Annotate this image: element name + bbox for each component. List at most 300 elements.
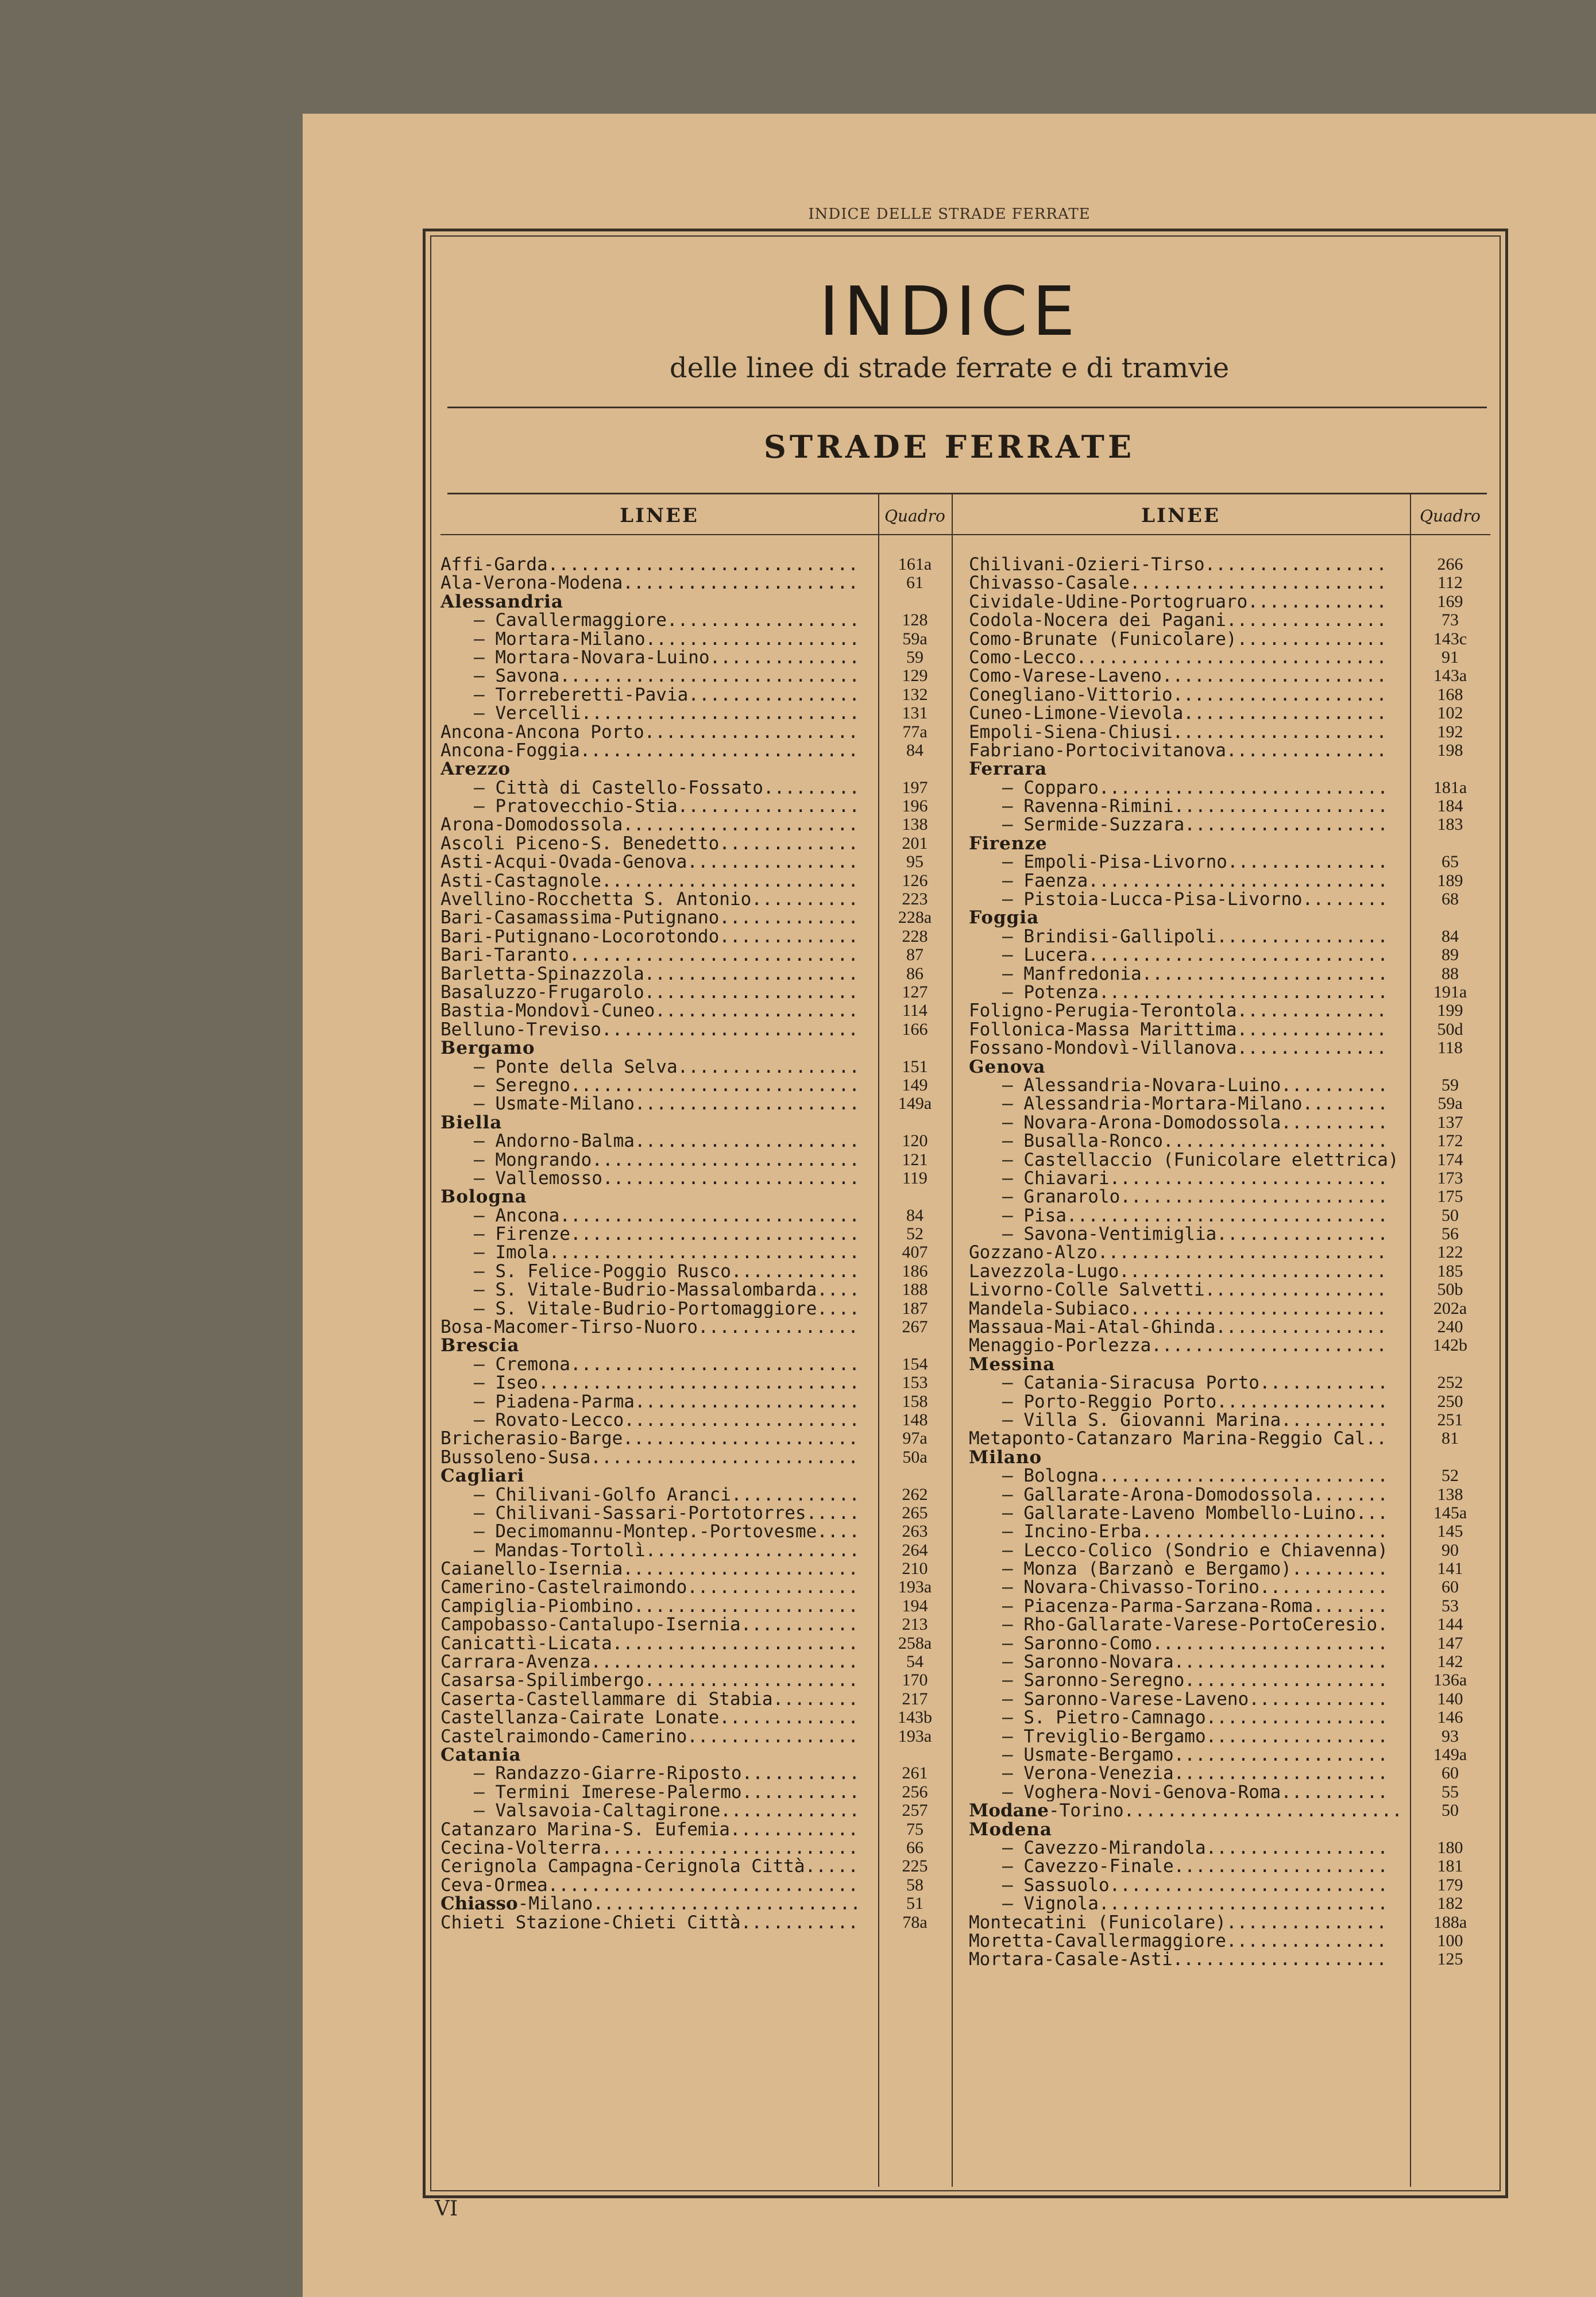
index-entry (440, 1132, 952, 1150)
index-entry (440, 1486, 952, 1504)
quadro-number: 149a (898, 1094, 932, 1113)
entry-name: — Alessandria-Mortara-Milano........ (1002, 1095, 1388, 1113)
index-entry (440, 1634, 952, 1653)
quadro-number: 77a (902, 722, 928, 741)
entry-name: Alessandria (440, 592, 563, 612)
index-entry (440, 1504, 952, 1522)
entry-name: Asti-Castagnole........................ (440, 871, 859, 891)
index-entry (969, 1634, 1490, 1653)
entry-name: Chieti Stazione-Chieti Città........... (440, 1913, 859, 1932)
entry-name: Mortara-Casale-Asti.................... (969, 1950, 1387, 1969)
index-entry (969, 1411, 1490, 1429)
entry-name: — Gallarate-Laveno Mombello-Luino... (1002, 1503, 1388, 1523)
quadro-number: 258a (898, 1633, 932, 1653)
quadro-number: 100 (1437, 1931, 1463, 1950)
index-entry (969, 1894, 1490, 1913)
quadro-number: 263 (902, 1522, 928, 1541)
index-entry (969, 1429, 1490, 1448)
entry-name: — Faenza............................ (1002, 871, 1388, 891)
index-entry (969, 1355, 1490, 1374)
index-entry (969, 1020, 1490, 1039)
right-index-column (969, 555, 1490, 1969)
index-entry (440, 853, 952, 871)
index-entry (969, 1095, 1490, 1113)
entry-name: — Mortara-Milano.................... (474, 629, 860, 648)
quadro-number: 126 (902, 871, 928, 890)
left-header-rule (440, 534, 878, 535)
entry-name: Bussoleno-Susa......................... (440, 1448, 859, 1467)
quadro-number: 50d (1437, 1019, 1463, 1039)
entry-name: — Bologna........................... (1002, 1467, 1388, 1486)
quadro-number: 169 (1437, 591, 1463, 611)
entry-name: Cagliari (440, 1467, 525, 1486)
entry-name: Bricherasio-Barge...................... (440, 1429, 859, 1448)
quadro-number: 251 (1437, 1410, 1463, 1429)
index-entry (969, 1857, 1490, 1876)
quadro-number: 51 (906, 1894, 923, 1913)
entry-name: — Firenze........................... (474, 1225, 860, 1244)
index-entry (440, 1095, 952, 1113)
index-entry (440, 1393, 952, 1411)
index-entry (969, 890, 1490, 908)
left-quadro-header: Quadro (884, 506, 945, 525)
index-entry (969, 1932, 1490, 1950)
index-entry (440, 1597, 952, 1615)
quadro-number: 84 (906, 740, 923, 760)
quadro-number: 161a (898, 555, 932, 574)
entry-name: — Città di Castello-Fossato......... (474, 778, 860, 798)
quadro-number: 149 (902, 1075, 928, 1095)
index-entry (969, 555, 1490, 574)
index-entry (969, 1541, 1490, 1560)
index-entry (440, 797, 952, 815)
entry-name: — Randazzo-Giarre-Riposto........... (474, 1764, 860, 1783)
quadro-number: 60 (1442, 1764, 1459, 1783)
entry-name: — Villa S. Giovanni Marina.......... (1002, 1410, 1388, 1430)
quadro-number: 142b (1433, 1336, 1467, 1355)
quadro-number: 201 (902, 833, 928, 853)
entry-name: — Cavallermaggiore.................. (474, 611, 860, 630)
running-head: INDICE DELLE STRADE FERRATE (808, 206, 1091, 223)
index-entry (440, 1429, 952, 1448)
entry-name: Campobasso-Cantalupo-Isernia........... (440, 1615, 859, 1634)
index-entry (969, 1522, 1490, 1541)
quadro-number: 265 (902, 1503, 928, 1522)
entry-name: — Porto-Reggio Porto................ (1002, 1392, 1388, 1411)
index-entry (440, 1113, 952, 1132)
quadro-number: 125 (1437, 1950, 1463, 1969)
index-entry (969, 1671, 1490, 1689)
entry-name: — Andorno-Balma..................... (474, 1132, 860, 1151)
index-entry (969, 1820, 1490, 1839)
index-entry (969, 1708, 1490, 1727)
entry-name: Gozzano-Alzo........................... (969, 1243, 1387, 1262)
entry-name: Follonica-Massa Marittima.............. (969, 1020, 1387, 1039)
index-entry (440, 1039, 952, 1057)
quadro-number: 59a (1437, 1094, 1463, 1113)
quadro-number: 102 (1437, 703, 1463, 723)
quadro-number: 170 (902, 1670, 928, 1690)
quadro-number: 112 (1437, 573, 1463, 593)
index-entry (969, 1467, 1490, 1485)
quadro-number: 66 (906, 1838, 923, 1857)
entry-name: — Monza (Barzanò e Bergamo)......... (1002, 1560, 1388, 1579)
entry-name: Menaggio-Porlezza...................... (969, 1336, 1387, 1355)
quadro-number: 174 (1437, 1150, 1463, 1169)
entry-name: Modane-Torino.......................... (969, 1801, 1402, 1820)
index-entry (440, 574, 952, 592)
quadro-number: 217 (902, 1689, 928, 1708)
entry-name: Como-Brunate (Funicolare).............. (969, 629, 1387, 648)
entry-name: Massaua-Mai-Atal-Ghinda................ (969, 1318, 1387, 1337)
entry-name: — Copparo........................... (1002, 778, 1388, 798)
entry-name: — Potenza........................... (1002, 983, 1388, 1002)
quadro-number: 173 (1437, 1168, 1463, 1188)
quadro-number: 119 (902, 1168, 928, 1188)
entry-name: Ascoli Piceno-S. Benedetto............. (440, 834, 859, 853)
index-entry (969, 797, 1490, 815)
quadro-number: 58 (906, 1875, 923, 1894)
quadro-number: 87 (906, 945, 923, 965)
index-entry (969, 1393, 1490, 1411)
quadro-number: 198 (1437, 740, 1463, 760)
entry-name: Bastia-Mondovì-Cuneo................... (440, 1001, 859, 1020)
entry-name: — Empoli-Pisa-Livorno............... (1002, 853, 1388, 872)
quadro-number: 138 (1437, 1484, 1463, 1504)
entry-name: Fossano-Mondovì-Villanova.............. (969, 1039, 1387, 1058)
index-entry (440, 1001, 952, 1020)
quadro-number: 50 (1442, 1205, 1459, 1225)
entry-name: — Catania-Siracusa Porto............ (1002, 1374, 1388, 1393)
entry-name: — Sassuolo.......................... (1002, 1876, 1388, 1895)
quadro-number: 50b (1437, 1280, 1463, 1300)
quadro-number: 189 (1437, 871, 1463, 890)
index-entry (440, 686, 952, 704)
page-number: VI (435, 2197, 458, 2221)
quadro-number: 144 (1437, 1615, 1463, 1634)
index-entry (440, 1876, 952, 1894)
index-entry (969, 1374, 1490, 1392)
entry-name: — Voghera-Novi-Genova-Roma.......... (1002, 1782, 1388, 1802)
quadro-number: 61 (906, 573, 923, 593)
entry-name: — Decimomannu-Montep.-Portovesme.... (474, 1522, 860, 1541)
quadro-number: 88 (1442, 964, 1459, 983)
quadro-number: 223 (902, 890, 928, 909)
entry-name: — Pistoia-Lucca-Pisa-Livorno........ (1002, 890, 1388, 909)
entry-name: — Gallarate-Arona-Domodossola....... (1002, 1485, 1388, 1504)
index-entry (440, 779, 952, 797)
index-entry (969, 1243, 1490, 1262)
quadro-number: 184 (1437, 796, 1463, 816)
quadro-number: 196 (902, 796, 928, 816)
quadro-number: 250 (1437, 1391, 1463, 1411)
index-entry (969, 1058, 1490, 1076)
entry-name: Catanzaro Marina-S. Eufemia............ (440, 1820, 859, 1839)
index-entry (969, 965, 1490, 983)
quadro-number: 181 (1437, 1857, 1463, 1876)
entry-name: Como-Varese-Laveno..................... (969, 667, 1387, 686)
page-subtitle: delle linee di strade ferrate e di tramvie (669, 352, 1230, 384)
column-separator (952, 493, 953, 2187)
quadro-number: 148 (902, 1410, 928, 1429)
index-entry (969, 1690, 1490, 1708)
entry-name: Ala-Verona-Modena...................... (440, 574, 859, 593)
index-entry (969, 1653, 1490, 1671)
entry-name: Lavezzola-Lugo......................... (969, 1262, 1387, 1281)
index-entry (969, 1597, 1490, 1615)
entry-name: Codola-Nocera dei Pagani............... (969, 611, 1387, 630)
quadro-number: 68 (1442, 890, 1459, 909)
quadro-number: 199 (1437, 1001, 1463, 1020)
quadro-number: 142 (1437, 1652, 1463, 1672)
quadro-number: 90 (1442, 1540, 1459, 1560)
entry-name: Conegliano-Vittorio.................... (969, 685, 1387, 705)
entry-name: — Lucera............................ (1002, 946, 1388, 965)
index-entry (969, 1206, 1490, 1225)
index-entry (440, 983, 952, 1001)
entry-name: Mandela-Subiaco........................ (969, 1299, 1387, 1318)
quadro-number: 267 (902, 1317, 928, 1337)
index-entry (440, 555, 952, 574)
entry-name: Cecina-Volterra........................ (440, 1838, 859, 1858)
index-entry (969, 1113, 1490, 1132)
entry-name: — Alessandria-Novara-Luino.......... (1002, 1076, 1388, 1095)
index-entry (969, 1504, 1490, 1522)
index-entry (969, 1801, 1490, 1820)
index-entry (969, 686, 1490, 704)
entry-name: Casarsa-Spilimbergo.................... (440, 1671, 859, 1690)
quadro-number: 73 (1442, 610, 1459, 630)
entry-name: — Piadena-Parma..................... (474, 1392, 860, 1411)
entry-name: Bergamo (440, 1039, 535, 1058)
index-entry (440, 1708, 952, 1727)
index-entry (440, 741, 952, 760)
entry-name: — Incino-Erba....................... (1002, 1522, 1388, 1541)
index-entry (969, 1560, 1490, 1578)
entry-name: Ancona-Foggia.......................... (440, 741, 859, 760)
entry-name: Chilivani-Ozieri-Tirso................. (969, 555, 1387, 574)
entry-name: Avellino-Rocchetta S. Antonio.......... (440, 890, 859, 909)
entry-name: — S. Vitale-Budrio-Portomaggiore.... (474, 1299, 860, 1318)
entry-name: Cividale-Udine-Portogruaro............. (969, 592, 1387, 612)
quadro-number: 50 (1442, 1801, 1459, 1820)
entry-name: Belluno-Treviso........................ (440, 1020, 859, 1039)
quadro-number: 132 (902, 685, 928, 704)
index-page (303, 114, 1596, 2297)
index-entry (969, 815, 1490, 834)
entry-name: Bari-Taranto........................... (440, 946, 859, 965)
quadro-number: 186 (902, 1261, 928, 1281)
entry-name: — Vercelli.......................... (474, 704, 860, 723)
index-entry (969, 1281, 1490, 1299)
right-header-rule (952, 534, 1410, 535)
index-entry (440, 1281, 952, 1299)
index-entry (969, 630, 1490, 648)
index-entry (969, 1188, 1490, 1206)
entry-name: — Cavezzo-Finale.................... (1002, 1857, 1388, 1876)
quadro-number: 121 (902, 1150, 928, 1169)
index-entry (440, 1671, 952, 1689)
entry-name: Empoli-Siena-Chiusi.................... (969, 722, 1387, 741)
index-entry (440, 1318, 952, 1336)
index-entry (969, 1151, 1490, 1169)
index-entry (969, 1876, 1490, 1894)
quadro-number: 118 (1437, 1038, 1463, 1058)
index-entry (440, 1894, 952, 1913)
index-entry (440, 1578, 952, 1596)
quadro-number: 91 (1442, 647, 1459, 667)
index-entry (969, 1578, 1490, 1596)
entry-name: — Cavezzo-Mirandola................. (1002, 1838, 1388, 1858)
index-entry (969, 946, 1490, 964)
entry-name: Asti-Acqui-Ovada-Genova................ (440, 853, 859, 872)
quadro-number: 75 (906, 1819, 923, 1839)
entry-name: — Usmate-Bergamo.................... (1002, 1746, 1388, 1765)
quadro-number: 166 (902, 1019, 928, 1039)
entry-name: Cerignola Campagna-Cerignola Città..... (440, 1857, 859, 1876)
index-entry (440, 760, 952, 778)
entry-name: Como-Lecco............................. (969, 648, 1387, 667)
index-entry (440, 1374, 952, 1392)
quadro-number: 138 (902, 815, 928, 834)
quadro-number: 256 (902, 1782, 928, 1801)
quadro-number: 154 (902, 1354, 928, 1374)
quadro-number: 149a (1433, 1745, 1467, 1764)
entry-name: Castelraimondo-Camerino................ (440, 1727, 859, 1746)
quadro-number: 136a (1433, 1670, 1467, 1690)
quadro-number: 193a (898, 1726, 932, 1746)
quadro-number: 145 (1437, 1522, 1463, 1541)
index-entry (440, 1206, 952, 1225)
index-entry (440, 1467, 952, 1485)
quadro-number: 183 (1437, 815, 1463, 834)
entry-name: Barletta-Spinazzola.................... (440, 964, 859, 983)
quadro-number: 122 (1437, 1243, 1463, 1262)
index-entry (969, 611, 1490, 629)
quadro-number: 50a (902, 1447, 928, 1467)
entry-name: — Ravenna-Rimini.................... (1002, 797, 1388, 816)
quadro-number: 129 (902, 666, 928, 686)
entry-name: — Verona-Venezia.................... (1002, 1764, 1388, 1783)
entry-name: — Piacenza-Parma-Sarzana-Roma....... (1002, 1596, 1388, 1616)
index-entry (440, 1653, 952, 1671)
entry-name: — Ancona............................ (474, 1206, 860, 1225)
index-entry (969, 1300, 1490, 1318)
quadro-number: 197 (902, 778, 928, 797)
entry-name: — S. Vitale-Budrio-Massalombarda.... (474, 1281, 860, 1300)
index-entry (969, 908, 1490, 927)
index-entry (969, 667, 1490, 685)
entry-name: Genova (969, 1057, 1046, 1076)
entry-name: — Rovato-Lecco...................... (474, 1410, 860, 1430)
quadro-number: 140 (1437, 1689, 1463, 1708)
quadro-number: 210 (902, 1559, 928, 1579)
quadro-number: 228a (898, 908, 932, 927)
index-entry (440, 1058, 952, 1076)
index-entry (440, 630, 952, 648)
index-entry (440, 965, 952, 983)
entry-name: Messina (969, 1355, 1056, 1374)
entry-name: — Chilivani-Golfo Aranci............ (474, 1485, 860, 1504)
index-entry (969, 1262, 1490, 1281)
entry-name: Foligno-Perugia-Terontola.............. (969, 1001, 1387, 1020)
quadro-number: 151 (902, 1057, 928, 1076)
entry-name: Bari-Casamassima-Putignano............. (440, 908, 859, 927)
entry-bold-part: Modane (969, 1801, 1049, 1820)
index-entry (440, 1188, 952, 1206)
index-entry (440, 1151, 952, 1169)
quadro-number: 191a (1433, 982, 1467, 1001)
entry-name: Ancona-Ancona Porto.................... (440, 722, 859, 741)
index-entry (440, 1225, 952, 1243)
index-entry (969, 704, 1490, 722)
entry-name: — Manfredonia....................... (1002, 964, 1388, 983)
entry-name: — Mortara-Novara-Luino.............. (474, 648, 860, 667)
index-entry (440, 1336, 952, 1355)
entry-name: — Valsavoia-Caltagirone............. (474, 1801, 860, 1820)
index-entry (440, 1560, 952, 1578)
entry-name: Basaluzzo-Frugarolo.................... (440, 983, 859, 1002)
index-entry (440, 1727, 952, 1746)
quadro-number: 81 (1442, 1429, 1459, 1448)
entry-name: Metaponto-Catanzaro Marina-Reggio Cal.. (969, 1429, 1387, 1448)
index-entry (440, 1913, 952, 1932)
index-entry (969, 1448, 1490, 1467)
entry-name: Fabriano-Portocivitanova............... (969, 741, 1387, 760)
entry-name: Arona-Domodossola...................... (440, 815, 859, 834)
right-lines-header: LINEE (1141, 504, 1220, 527)
index-entry (440, 1262, 952, 1281)
quadro-number: 146 (1437, 1708, 1463, 1727)
entry-name: Moretta-Cavallermaggiore............... (969, 1931, 1387, 1951)
quadro-number: 182 (1437, 1894, 1463, 1913)
quadro-number: 143b (898, 1708, 932, 1727)
quadro-number: 137 (1437, 1112, 1463, 1132)
quadro-number: 97a (902, 1429, 928, 1448)
index-entry (969, 1783, 1490, 1801)
index-entry (969, 1486, 1490, 1504)
entry-name: — Chiavari.......................... (1002, 1169, 1388, 1188)
quadro-number: 120 (902, 1131, 928, 1151)
entry-name: — Novara-Chivasso-Torino............ (1002, 1578, 1388, 1597)
entry-name: — Castellaccio (Funicolare elettrica) (1002, 1150, 1399, 1169)
entry-name: Biella (440, 1113, 503, 1132)
entry-name: Bari-Putignano-Locorotondo............. (440, 927, 859, 946)
index-entry (440, 1690, 952, 1708)
index-entry (969, 741, 1490, 760)
entry-name: Chivasso-Casale........................ (969, 574, 1387, 593)
index-entry (440, 890, 952, 908)
quadro-number: 114 (902, 1001, 928, 1020)
index-entry (969, 927, 1490, 946)
index-entry (969, 1039, 1490, 1057)
quadro-number: 145a (1433, 1503, 1467, 1522)
index-entry (440, 1615, 952, 1634)
index-entry (969, 760, 1490, 778)
quadro-number: 65 (1442, 852, 1459, 872)
quadro-number: 262 (902, 1484, 928, 1504)
entry-name: — Savona-Ventimiglia................ (1002, 1225, 1388, 1244)
index-entry (969, 1950, 1490, 1969)
entry-name: — Novara-Arona-Domodossola.......... (1002, 1113, 1388, 1132)
entry-name: — S. Felice-Poggio Rusco............ (474, 1262, 860, 1281)
index-entry (440, 1169, 952, 1188)
index-entry (440, 834, 952, 853)
entry-name: Ferrara (969, 760, 1048, 779)
quadro-number: 52 (1442, 1466, 1459, 1486)
entry-name: — Saronno-Varese-Laveno............. (1002, 1689, 1388, 1709)
quadro-number: 59 (906, 647, 923, 667)
